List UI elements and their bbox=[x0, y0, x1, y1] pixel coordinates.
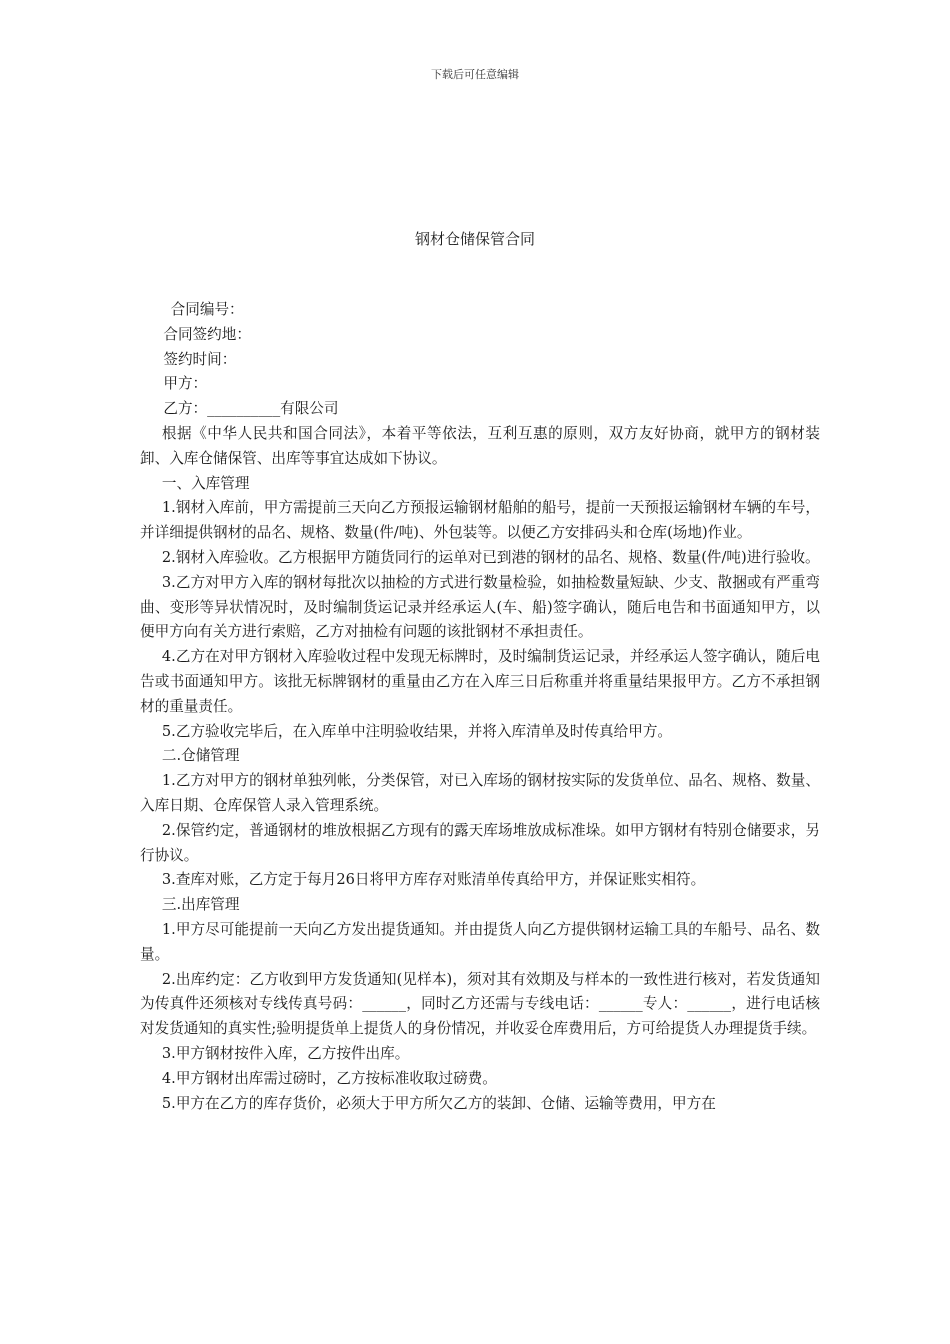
clause-paragraph: 3.查库对账，乙方定于每月26日将甲方库存对账清单传真给甲方，并保证账实相符。 bbox=[161, 871, 706, 889]
clause-paragraph: 2.出库约定：乙方收到甲方发货通知(见样本)，须对其有效期及与样本的一致性进行核对，若发货通知为传真件还须核对专线传真号码：______，同时乙方还需与专线电话：______专人：______，进行电话核对发货通知的真实性;验明提货单上提货人的身份情况，并收妥仓库费用后，方可给提货人办理提货手续。 bbox=[140, 970, 820, 1038]
clause-paragraph: 3.甲方钢材按件入库，乙方按件出库。 bbox=[161, 1044, 410, 1062]
clause-paragraph: 5.乙方验收完毕后，在入库单中注明验收结果，并将入库清单及时传真给甲方。 bbox=[161, 722, 673, 740]
header-note: 下载后可任意编辑 bbox=[431, 68, 519, 81]
signing-time-line: 签约时间： bbox=[163, 350, 237, 368]
section-heading: 二.仓储管理 bbox=[161, 747, 240, 765]
clause-paragraph: 2.钢材入库验收。乙方根据甲方随货同行的运单对已到港的钢材的品名、规格、数量(件/吨)进行验收。 bbox=[161, 548, 820, 566]
clause-paragraph: 4.甲方钢材出库需过磅时，乙方按标准收取过磅费。 bbox=[161, 1069, 497, 1087]
clause-paragraph: 1.甲方尽可能提前一天向乙方发出提货通知。并由提货人向乙方提供钢材运输工具的车船号、品名、数量。 bbox=[140, 920, 820, 963]
signing-place-line: 合同签约地： bbox=[163, 325, 251, 343]
clause-paragraph: 3.乙方对甲方入库的钢材每批次以抽检的方式进行数量检验，如抽检数量短缺、少支、散捆或有严重弯曲、变形等异状情况时，及时编制货运记录并经承运人(车、船)签字确认，随后电告和书面通知甲方，以便甲方向有关方进行索赔，乙方对抽检有问题的该批钢材不承担责任。 bbox=[140, 573, 820, 641]
contract-number-line: 合同编号： bbox=[170, 301, 244, 318]
clause-paragraph: 1.乙方对甲方的钢材单独列帐，分类保管，对已入库场的钢材按实际的发货单位、品名、规格、数量、入库日期、仓库保管人录入管理系统。 bbox=[140, 772, 820, 814]
contract-body bbox=[140, 298, 820, 1116]
clause-paragraph: 5.甲方在乙方的库存货价，必须大于甲方所欠乙方的装卸、仓储、运输等费用，甲方在 bbox=[161, 1094, 716, 1112]
clause-paragraph: 2.保管约定，普通钢材的堆放根据乙方现有的露天库场堆放成标准垛。如甲方钢材有特别仓储要求，另行协议。 bbox=[140, 821, 820, 864]
document-title: 钢材仓储保管合同 bbox=[414, 230, 535, 248]
party-b-line: 乙方：__________有限公司 bbox=[163, 400, 339, 418]
section-heading: 一、入库管理 bbox=[161, 474, 250, 492]
preamble-paragraph: 根据《中华人民共和国合同法》，本着平等依法，互利互惠的原则，双方友好协商，就甲方的钢材装卸、入库仓储保管、出库等事宜达成如下协议。 bbox=[140, 424, 820, 467]
clause-paragraph: 4.乙方在对甲方钢材入库验收过程中发现无标牌时，及时编制货运记录，并经承运人签字确认，随后电告或书面通知甲方。该批无标牌钢材的重量由乙方在入库三日后称重并将重量结果报甲方。乙方不承担钢材的重量责任。 bbox=[140, 648, 820, 715]
party-a-line: 甲方： bbox=[163, 375, 208, 393]
clause-paragraph: 1.钢材入库前，甲方需提前三天向乙方预报运输钢材船舶的船号，提前一天预报运输钢材车辆的车号，并详细提供钢材的品名、规格、数量(件/吨)、外包装等。以便乙方安排码头和仓库(场地)作业。 bbox=[140, 499, 820, 542]
section-heading: 三.出库管理 bbox=[161, 896, 240, 914]
